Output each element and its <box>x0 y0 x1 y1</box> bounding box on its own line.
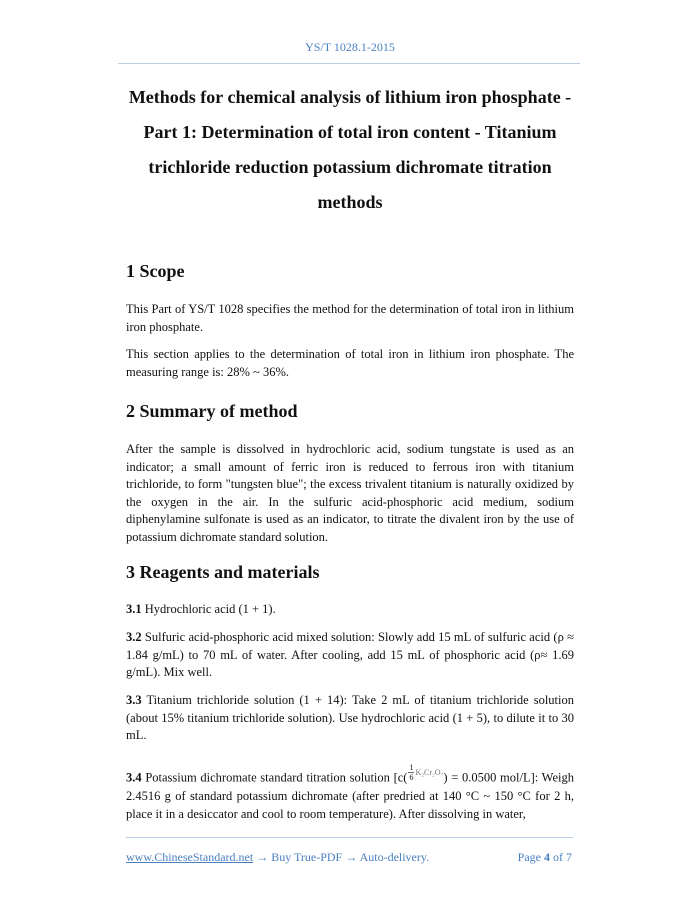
item-text: Titanium trichloride solution (1 + 14): Take 2 mL of titanium trichloride solution (about 15% titanium trichloride solution). Use hydrochloric acid (1 + 5), to dilute it to 30 mL. <box>126 693 574 742</box>
item-number: 3.1 <box>126 602 142 616</box>
item-text: Sulfuric acid-phosphoric acid mixed solution: Slowly add 15 mL of sulfuric acid (ρ ≈ 1.84 g/mL) to 70 mL of water. After cooling, add 15 mL of phosphoric acid (ρ≈ 1.69 g/mL). Mix well. <box>126 630 574 679</box>
footer <box>126 850 572 865</box>
item-number: 3.4 <box>126 770 142 785</box>
scope-paragraph-2: This section applies to the determination of total iron in lithium iron phosphate. The measuring range is: 28% ~ 36%. <box>126 347 574 379</box>
item-text-pre: Potassium dichromate standard titration solution [c( <box>141 770 408 785</box>
website-link[interactable]: www.ChineseStandard.net <box>126 850 254 864</box>
title-line-3: trichloride reduction potassium dichromate titration <box>148 157 552 177</box>
item-text-post: ) = 0.0500 mol/L]: Weigh 2.4516 g of standard potassium dichromate (after predried at 140 °C ~ 150 °C for 2 h, place it in a desiccator and cool to room temperature). After dissolving in water, <box>126 770 574 821</box>
reagent-item-3-2 <box>126 629 574 682</box>
section-heading-scope: 1 Scope <box>126 261 185 281</box>
title-line-1: Methods for chemical analysis of lithium iron phosphate - <box>128 87 572 107</box>
document-title <box>118 80 582 220</box>
page-prefix: Page <box>517 850 544 864</box>
fraction-denominator: 6 <box>409 773 414 782</box>
footer-purchase-text: → Buy True-PDF → Auto-delivery. <box>253 850 430 864</box>
reagent-item-3-3 <box>126 692 574 745</box>
item-number: 3.3 <box>126 693 142 707</box>
header-divider <box>118 63 580 64</box>
title-line-2: Part 1: Determination of total iron content - Titanium <box>143 122 557 142</box>
chemical-formula: K₂Cr₂O₇ <box>415 768 444 778</box>
item-number: 3.2 <box>126 630 142 644</box>
page-total: of 7 <box>550 850 572 864</box>
fraction-one-sixth <box>408 763 414 782</box>
reagent-item-3-4 <box>126 763 574 823</box>
page-number: 4 <box>544 850 550 864</box>
header-standard-code: YS/T 1028.1-2015 <box>305 40 395 54</box>
summary-paragraph: After the sample is dissolved in hydrochloric acid, sodium tungstate is used as an indicator; a small amount of ferric iron is reduced to ferrous iron with titanium trichloride, to form "tungsten blue"; the excess trivalent titanium is naturally oxidized by the oxygen in the air. In the sulfuric acid-phosphoric acid medium, sodium diphenylamine sulfonate is used as an indicator, to titrate the divalent iron by the use of potassium dichromate standard solution. <box>126 442 574 544</box>
item-text: Hydrochloric acid (1 + 1). <box>141 602 276 616</box>
reagent-item-3-1 <box>126 601 574 619</box>
footer-divider <box>126 837 573 838</box>
fraction-numerator: 1 <box>409 763 414 772</box>
title-line-4: methods <box>317 192 383 212</box>
section-heading-reagents: 3 Reagents and materials <box>126 562 320 582</box>
scope-paragraph-1: This Part of YS/T 1028 specifies the method for the determination of total iron in lithium iron phosphate. <box>126 302 574 334</box>
section-heading-summary: 2 Summary of method <box>126 401 298 421</box>
page-indicator <box>518 850 572 865</box>
